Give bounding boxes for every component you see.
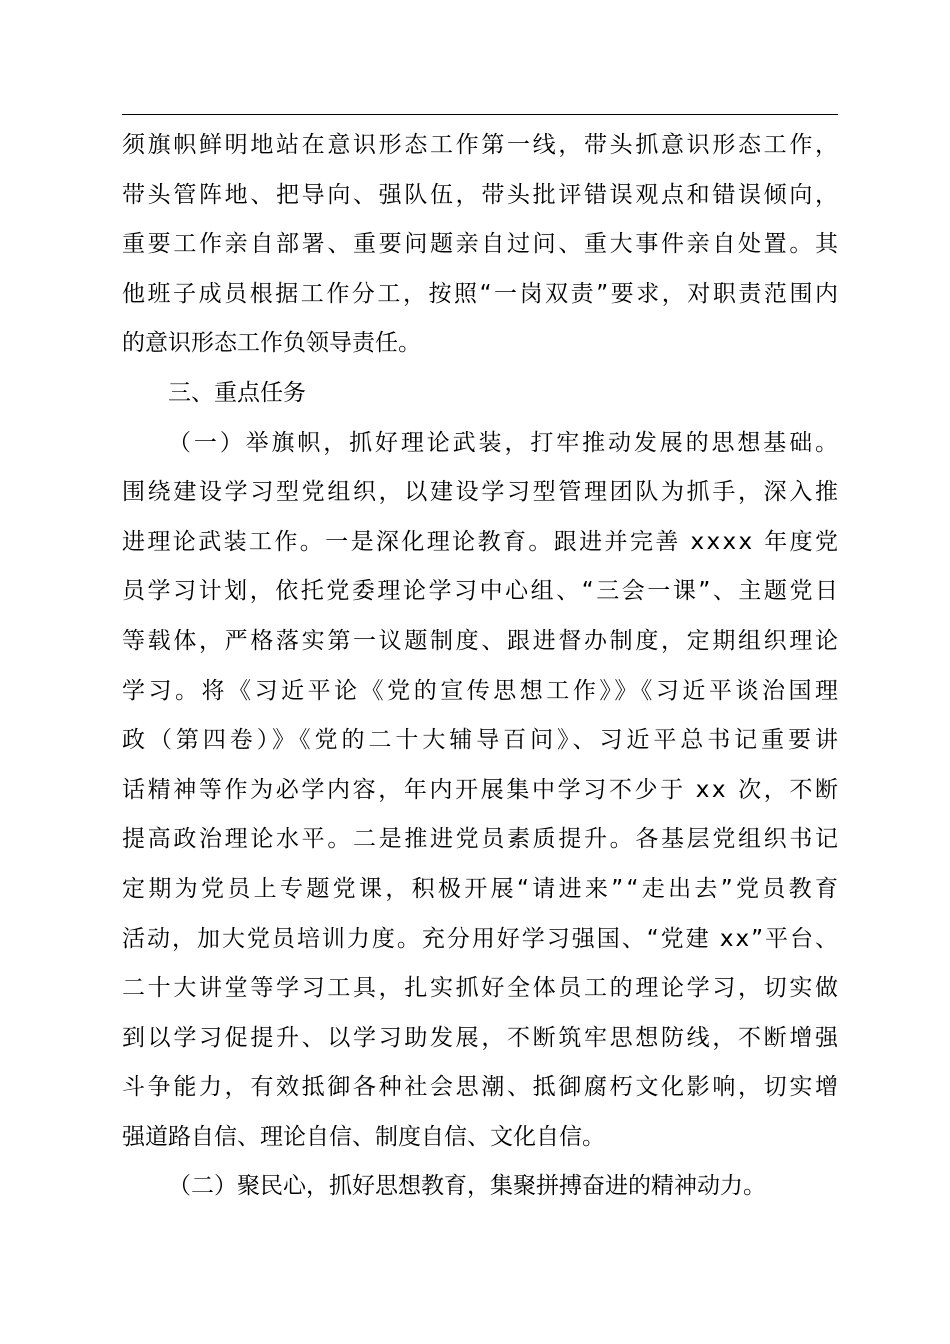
subheading-line: （二）聚民心，抓好思想教育，集聚拼搏奋进的精神动力。: [168, 1173, 766, 1200]
subheading-line: （一）举旗帜，抓好理论武装，打牢推动发展的思想基础。: [168, 429, 841, 456]
text-line: 二十大讲堂等学习工具，扎实抓好全体员工的理论学习，切实做: [122, 975, 841, 1002]
text-line: 员学习计划，依托党委理论学习中心组、“三会一课”、主题党日: [122, 578, 841, 605]
text-line: 活动，加大党员培训力度。充分用好学习强国、“党建 xx”平台、: [122, 925, 840, 952]
text-line: 提高政治理论水平。二是推进党员素质提升。各基层党组织书记: [122, 826, 841, 853]
text-line: 进理论武装工作。一是深化理论教育。跟进并完善 xxxx 年度党: [122, 528, 841, 555]
text-line: 他班子成员根据工作分工，按照“一岗双责”要求，对职责范围内: [122, 280, 841, 307]
paragraph-task-two: [122, 1162, 838, 1212]
text-line: 等载体，严格落实第一议题制度、跟进督办制度，定期组织理论: [122, 627, 841, 654]
text-line: 学习。将《习近平论《党的宣传思想工作》》《习近平谈治国理: [122, 677, 842, 704]
text-line: 政（第四卷）》《党的二十大辅导百问》、习近平总书记重要讲: [122, 727, 842, 754]
header-rule: [122, 114, 838, 115]
document-body: [122, 121, 842, 1212]
text-line: 强道路自信、理论自信、制度自信、文化自信。: [122, 1123, 605, 1150]
heading-text: 三、重点任务: [168, 379, 306, 406]
text-line: 围绕建设学习型党组织，以建设学习型管理团队为抓手，深入推: [122, 479, 841, 506]
text-line: 带头管阵地、把导向、强队伍，带头批评错误观点和错误倾向，: [122, 181, 841, 208]
paragraph-task-one: [122, 419, 842, 1163]
paragraph-continuation: [122, 121, 841, 369]
text-line: 的意识形态工作负领导责任。: [122, 330, 421, 357]
text-line: 到以学习促提升、以学习助发展，不断筑牢思想防线，不断增强: [122, 1024, 841, 1051]
text-line: 话精神等作为必学内容，年内开展集中学习不少于 xx 次，不断: [122, 776, 841, 803]
text-line: 定期为党员上专题党课，积极开展“请进来”“走出去”党员教育: [122, 875, 842, 902]
section-heading: [122, 369, 838, 419]
text-line: 斗争能力，有效抵御各种社会思潮、抵御腐朽文化影响，切实增: [122, 1074, 841, 1101]
text-line: 重要工作亲自部署、重要问题亲自过问、重大事件亲自处置。其: [122, 231, 841, 258]
text-line: 须旗帜鲜明地站在意识形态工作第一线，带头抓意识形态工作，: [122, 132, 841, 158]
